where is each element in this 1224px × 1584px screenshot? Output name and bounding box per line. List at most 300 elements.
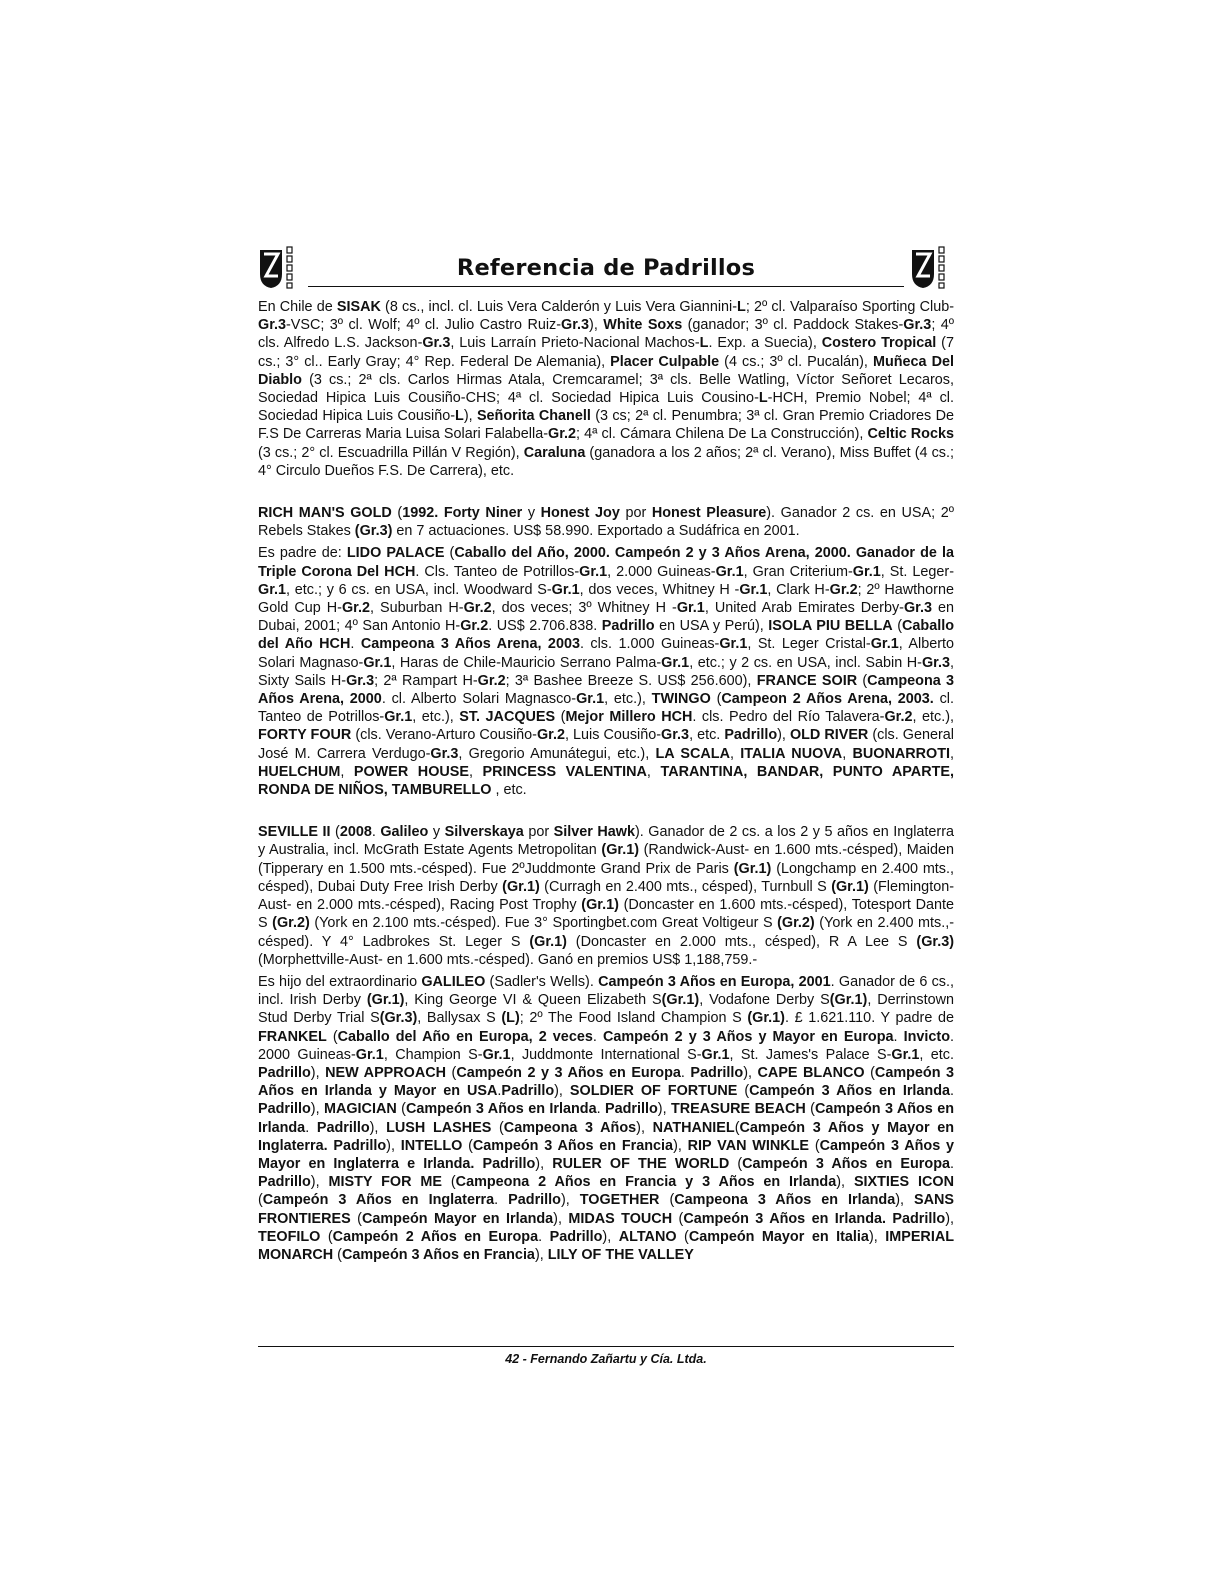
text-run: , etc.), [912,709,954,726]
paragraph [258,823,954,969]
text-run: ( [444,545,455,562]
bold-text-run: Caballo del Año, 2000. Campeón 2 y 3 Años Arena, 2000. Ganador de la Triple Corona Del HCH [258,545,954,580]
bold-text-run: Campeona 3 Años Arena, 2000 [258,672,955,708]
text-run: , Haras de Chile-Mauricio Serrano Palma- [391,654,662,671]
text-run: ), [369,1119,387,1136]
bold-text-run: TWINGO [651,691,711,708]
section-rich-mans-gold [258,504,954,799]
text-run: , etc.), [604,691,652,708]
text-run: ; 2º The Food Island Champion S [519,1010,748,1027]
bold-text-run: Campeón 3 Años en Irlanda [749,1083,951,1100]
bold-text-run: Campeón Mayor en Irlanda [361,1210,554,1227]
bold-text-run: ISOLA PIU BELLA [768,618,893,635]
bold-text-run: Gr.1 [482,1046,511,1063]
text-run: , dos veces; 3º Whitney H - [491,600,677,617]
text-run: , Sixty Sails H- [258,654,954,689]
text-run: ( [555,709,566,726]
bold-text-run: Campeón Mayor en Italia [688,1228,869,1245]
text-run: ; 4ª cl. Cámara Chilena De La Construcción), [576,426,868,443]
text-run: (ganadora a los 2 años; 2ª cl. Verano), Miss Buffet (4 cs.; 4° Circulo Dueños F.S. De Carrera), etc. [258,444,954,479]
text-run: ), [777,727,790,744]
text-run: ), [534,1246,548,1263]
bold-text-run: Gr.3 [921,654,950,671]
bold-text-run: NATHANIEL [652,1119,735,1136]
text-run: ( [491,1119,504,1136]
text-run: ). Ganador de 2 cs. a los 2 y 5 años en Inglaterra y Australia, incl. McGrath Estate Agents Metropolitan [258,824,955,859]
text-run: . cls. Pedro del Río Talavera- [692,709,885,726]
bold-text-run: LILY OF THE VALLEY [547,1246,694,1263]
text-run: ( [809,1137,820,1154]
text-run: ( [396,1101,406,1118]
bold-text-run: Gr.2 [477,672,506,689]
text-run: ( [330,824,340,841]
bold-text-run: Gr.3 [903,317,932,334]
bold-text-run: Gr.2 [548,426,577,443]
bold-text-run: (Gr.3) [354,523,393,540]
text-run: , [842,745,853,762]
bold-text-run: White Soxs [603,317,683,334]
bold-text-run: (Gr.2) [777,915,815,932]
text-run: , etc. [919,1046,954,1063]
text-run: ( [672,1210,684,1227]
text-run: . [538,1228,550,1245]
bold-text-run: Caraluna [523,444,586,461]
bold-text-run: Campeona 2 Años en Francia y 3 Años en Irlanda [455,1174,837,1191]
text-run: (Flemington-Aust- en 2.000 mts.-césped), Racing Post Trophy [258,878,954,914]
bold-text-run: Gr.2 [341,600,370,617]
text-run: ( [391,505,403,522]
bold-text-run: Invicto [903,1028,950,1045]
bold-text-run: Muñeca Del Diablo [258,353,954,388]
bold-text-run: TREASURE BEACH [671,1101,806,1118]
text-run: por [523,824,554,841]
bold-text-run: TEOFILO [258,1228,321,1245]
text-run: ( [857,672,868,689]
bold-text-run: Gr.2 [536,727,565,744]
bold-text-run: Caballo del Año HCH [258,618,955,653]
text-run: , Ballysax S [417,1010,502,1027]
text-run: , Vodafone Derby S [699,992,830,1009]
text-run: , dos veces, Whitney H - [579,581,740,598]
text-run: ; 2º cl. Valparaíso Sporting Club- [745,299,954,315]
text-run: ( [326,1028,338,1045]
bold-text-run: Gr.1 [551,581,580,598]
text-run: ), [386,1137,401,1154]
text-run: , Derrinstown Stud Derby Trial S [258,992,954,1027]
text-run: . [592,1028,603,1045]
text-run: (Doncaster en 2.000 mts., césped), R A Lee S [566,933,917,950]
bold-text-run: Gr.1 [661,654,690,671]
bold-text-run: Campeón 3 Años en Irlanda. Padrillo [683,1210,946,1227]
text-run: . [494,1192,509,1209]
bold-text-run: Costero Tropical [821,335,937,352]
bold-text-run: NEW APPROACH [325,1064,447,1081]
bold-text-run: IMPERIAL MONARCH [258,1228,955,1263]
text-run: ), [836,1174,854,1191]
paragraph [258,298,954,480]
text-run: . [596,1101,606,1118]
bold-text-run: FRANKEL [258,1028,327,1045]
text-run: ), [602,1228,619,1245]
text-run: , Clark H- [767,581,830,598]
text-run: ), [657,1101,671,1118]
bold-text-run: Gr.2 [463,600,492,617]
bold-text-run: MISTY FOR ME [328,1174,442,1191]
text-run: (Sadler's Wells). [485,973,599,990]
bold-text-run: Gr.3 [346,672,375,689]
text-run: , Juddmonte International S- [510,1046,702,1063]
bold-text-run: Padrillo [605,1101,658,1118]
text-run: ), [636,1119,653,1136]
text-run: ; 2ª Rampart H- [374,672,478,689]
text-run: ( [333,1246,342,1263]
bold-text-run: Gr.1 [676,600,705,617]
bold-text-run: Campeón 3 Años y Mayor en Inglaterra. Padrillo [258,1119,955,1154]
bold-text-run: Gr.3 [430,745,459,762]
bold-text-run: Campeona 3 Años [503,1119,637,1136]
text-run: (3 cs.; 2° cl. Escuadrilla Pillán V Región), [258,444,524,461]
text-run: ), [310,1101,324,1118]
bold-text-run: (Gr.3) [916,933,954,950]
bold-text-run: Gr.1 [719,636,748,653]
bold-text-run: Gr.1 [891,1046,920,1063]
bold-text-run: SOLDIER OF FORTUNE [569,1083,738,1100]
text-run: cl. Tanteo de Potrillos- [258,691,954,726]
bold-text-run: MIDAS TOUCH [568,1210,673,1227]
text-run: (cls. General José M. Carrera Verdugo- [258,727,954,762]
bold-text-run: MAGICIAN [323,1101,397,1118]
text-run: ), [945,1210,954,1227]
text-run: por [619,505,652,522]
bold-text-run: Gr.3 [561,317,590,334]
bold-text-run: SEVILLE II [258,824,331,841]
bold-text-run: (Gr.1) [661,992,700,1009]
zanartu-logo-left [258,244,302,290]
text-run: . [371,824,381,841]
text-run: ( [462,1137,473,1154]
bold-text-run: Gr.1 [576,691,605,708]
bold-text-run: RULER OF THE WORLD [552,1155,730,1172]
text-run: . £ 1.621.110. Y padre de [784,1010,954,1027]
text-run: . Ganador de 6 cs., incl. Irish Derby [258,973,954,1009]
page-title: Referencia de Padrillos [308,252,904,287]
bold-text-run: (Gr.3) [379,1010,418,1027]
bold-text-run: ITALIA NUOVA [740,745,843,762]
bold-text-run: PRINCESS VALENTINA [482,763,647,780]
bold-text-run: Gr.1 [355,1046,384,1063]
bold-text-run: Padrillo [258,1101,311,1118]
bold-text-run: Gr.1 [852,563,881,580]
text-run: (Morphettville-Aust- en 1.600 mts.-césped). Ganó en premios US$ 1,188,759.- [258,951,758,968]
section-seville-ii [258,823,954,1264]
bold-text-run: Gr.1 [870,636,899,653]
bold-text-run: Gr.1 [363,654,392,671]
text-run: En Chile de [258,299,337,315]
bold-text-run: SIXTIES ICON [853,1174,954,1191]
text-run: ), [895,1192,915,1209]
bold-text-run: GALILEO [421,973,486,990]
bold-text-run: INTELLO [400,1137,463,1154]
bold-text-run: Gr.1 [579,563,608,580]
bold-text-run: Padrillo [316,1119,370,1136]
bold-text-run: Gr.1 [384,709,413,726]
text-run: ), [310,1174,329,1191]
text-run: ( [350,1210,362,1227]
bold-text-run: Gr.1 [715,563,744,580]
bold-text-run: Padrillo [549,1228,603,1245]
text-run: ( [446,1064,457,1081]
text-run: y [522,505,541,522]
text-run: ( [441,1174,456,1191]
text-run: . [497,1083,502,1100]
bold-text-run: TARANTINA, BANDAR, PUNTO APARTE, RONDA DE NIÑOS, TAMBURELLO [258,763,954,799]
text-run: , etc.), [412,709,460,726]
text-run: , St. Leger Cristal- [747,636,871,653]
text-run: . Exp. a Suecia), [708,335,822,352]
bold-text-run: L [699,335,709,352]
bold-text-run: L [455,408,464,425]
text-run: ( [710,691,722,708]
text-run: ), [310,1064,326,1081]
bold-text-run: Gr.2 [460,618,489,635]
bold-text-run: FRANCE SOIR [756,672,858,689]
text-run: (8 cs., incl. cl. Luis Vera Calderón y Luis Vera Giannini- [380,299,738,315]
bold-text-run: Campeón 3 Años en Francia [341,1246,535,1263]
bold-text-run: Gr.1 [258,581,287,598]
bold-text-run: (Gr.1) [502,878,540,895]
text-run: ), [743,1064,758,1081]
text-run: , Luis Cousiño- [564,727,662,744]
text-run: , Suburban H- [370,600,464,617]
bold-text-run: Campeona 3 Años Arena, 2003 [360,636,580,653]
text-run: ), [560,1192,580,1209]
text-run: (3 cs.; 2ª cls. Carlos Hirmas Atala, Cremcaramel; 3ª cls. Belle Watling, Víctor Señoret Lecaros, Sociedad Hipica Luis Cousiño-CHS; 4ª cl. Sociedad Hipica Luis Cousino- [258,371,954,407]
bold-text-run: HUELCHUM [258,763,341,780]
bold-text-run: Padrillo [508,1192,561,1209]
text-run: , Champion S- [383,1046,483,1063]
bold-text-run: Gr.1 [739,581,768,598]
bold-text-run: Campeón 2 y 3 Años en Europa [456,1064,681,1081]
bold-text-run: Honest Pleasure [651,505,767,522]
bold-text-run: BUONARROTI [852,745,951,762]
text-run: , St. Leger- [880,563,954,580]
text-run: ). Ganador 2 cs. en USA; 2º Rebels Stakes [258,505,954,540]
text-run: ( [864,1064,875,1081]
bold-text-run: (Gr.1) [581,897,619,914]
text-run: , [468,763,483,780]
bold-text-run: Señorita Chanell [476,408,591,425]
bold-text-run: Placer Culpable [610,353,720,370]
zanartu-logo-right [910,244,954,290]
bold-text-run: Gr.3 [661,727,690,744]
bold-text-run: Honest Joy [540,505,620,522]
text-run: ), [554,1083,570,1100]
text-run: , Gran Criterium- [743,563,853,580]
bold-text-run: RIP VAN WINKLE [687,1137,810,1154]
bold-text-run: LA SCALA [655,745,730,762]
bold-text-run: Campeón 3 Años en Irlanda [405,1101,597,1118]
text-run: (Curragh en 2.400 mts., césped), Turnbull S [539,878,832,895]
bold-text-run: (Gr.1) [733,860,772,877]
bold-text-run: Padrillo [601,618,655,635]
text-run: ( [805,1101,815,1118]
paragraph [258,544,954,799]
text-run: (7 cs.; 3° cl.. Early Gray; 4° Rep. Federal De Alemania), [258,335,954,370]
bold-text-run: Galileo [380,824,429,841]
text-run: ), [589,317,604,334]
bold-text-run: Padrillo [501,1083,555,1100]
bold-text-run: Gr.3 [258,317,287,334]
text-run: Es padre de: [258,545,347,562]
bold-text-run: LIDO PALACE [346,545,445,562]
text-run: . cl. Alberto Solari Magnasco- [381,691,577,708]
bold-text-run: Campeón 3 Años en Irlanda y Mayor en USA [258,1064,955,1100]
bold-text-run: (Gr.2) [272,915,310,932]
bold-text-run: (Gr.1) [601,842,640,859]
bold-text-run: (Gr.1) [366,992,405,1009]
bold-text-run: ST. JACQUES [459,709,556,726]
bold-text-run: FORTY FOUR [258,727,352,744]
text-run: . 2000 Guineas- [258,1028,954,1063]
text-run: , Gregorio Amunátegui, etc.), [458,745,656,762]
bold-text-run: Padrillo [258,1064,311,1081]
bold-text-run: 2008 [339,824,372,841]
text-run: (Randwick-Aust- en 1.600 mts.-césped), Maiden (Tipperary en 1.500 mts.-césped). Fue 2ºJuddmonte Grand Prix de Paris [258,842,954,877]
text-run: , [646,763,661,780]
text-run: ; 4º cls. Alfredo L.S. Jackson- [258,317,954,352]
text-run: ( [676,1228,689,1245]
bold-text-run: Campeón 2 Años en Europa [332,1228,539,1245]
bold-text-run: Campeón 2 y 3 Años y Mayor en Europa [602,1028,894,1045]
section-sisak [258,298,954,480]
text-run: ), [535,1155,553,1172]
text-run: , United Arab Emirates Derby- [704,600,904,617]
text-run: , etc. [689,727,725,744]
text-run: . Cls. Tanteo de Potrillos- [415,563,580,580]
paragraph [258,504,954,540]
bold-text-run: Gr.3 [903,600,932,617]
bold-text-run: TOGETHER [579,1192,660,1209]
text-run: , etc. [491,782,527,799]
text-run: , [950,745,955,762]
bold-text-run: Gr.2 [884,709,913,726]
bold-text-run: (Gr.1) [747,1010,785,1027]
text-run: en USA y Perú), [654,618,769,635]
text-run: en 7 actuaciones. US$ 58.990. Exportado a Sudáfrica en 2001. [392,523,800,540]
text-run: (York en 2.100 mts.-césped). Fue 3° Sportingbet.com Great Voltigeur S [309,915,778,932]
bold-text-run: ALTANO [618,1228,677,1245]
bold-text-run: 1992. Forty Niner [402,505,523,522]
bold-text-run: Campeón 3 Años en Europa [742,1155,950,1172]
bold-text-run: Padrillo [724,727,778,744]
text-run: , etc.; y 6 cs. en USA, incl. Woodward S- [286,581,552,598]
text-run: ( [659,1192,675,1209]
text-run: , Alberto Solari Magnaso- [258,636,954,671]
bold-text-run: Celtic Rocks [867,426,954,443]
text-run: ), [553,1210,569,1227]
text-run: , etc.; y 2 cs. en USA, incl. Sabin H- [689,654,922,671]
page-header [258,238,954,292]
text-run: ; 3ª Bashee Breeze S. US$ 256.600), [505,672,757,689]
text-run: (ganador; 3º cl. Paddock Stakes- [682,317,904,334]
text-run: Es hijo del extraordinario [258,973,422,990]
bold-text-run: Campeón 3 Años en Irlanda [258,1101,955,1136]
text-run: ), [463,408,477,425]
text-run: (4 cs.; 3º cl. Pucalán), [719,353,873,370]
text-run: . [893,1028,904,1045]
text-run: ( [729,1155,743,1172]
bold-text-run: POWER HOUSE [353,763,469,780]
bold-text-run: Gr.2 [829,581,858,598]
text-run: -VSC; 3º cl. Wolf; 4º cl. Julio Castro Ruiz- [286,317,562,334]
text-run: . [950,1155,954,1172]
bold-text-run: Mejor Millero HCH [565,709,693,726]
text-run: ), [673,1137,688,1154]
text-run: . US$ 2.706.838. [488,618,602,635]
bold-text-run: Campeona 3 Años en Irlanda [674,1192,896,1209]
bold-text-run: Campeón 3 Años en Inglaterra [262,1192,495,1209]
bold-text-run: L [758,390,768,407]
text-run: ), [868,1228,886,1245]
text-run: , King George VI & Queen Elizabeth S [404,992,662,1009]
text-run: y [428,824,445,841]
bold-text-run: (L) [501,1010,520,1027]
bold-text-run: SANS FRONTIERES [258,1192,955,1227]
text-run: . [680,1064,691,1081]
text-run: ; 2º Hawthorne Gold Cup H- [258,581,954,617]
text-run: -HCH, Premio Nobel; 4ª cl. Sociedad Hipica Luis Cousiño- [258,390,954,425]
text-run: . [350,636,361,653]
text-run: , [340,763,354,780]
text-run: (York en 2.400 mts.,-césped). Y 4° Ladbrokes St. Leger S [258,915,954,950]
text-run: , [729,745,741,762]
bold-text-run: Gr.1 [701,1046,730,1063]
bold-text-run: (Gr.1) [831,878,869,895]
bold-text-run: RICH MAN'S GOLD [258,505,392,522]
bold-text-run: Padrillo [258,1174,311,1191]
page [258,238,954,1264]
text-run: en Dubai, 2001; 4º San Antonio H- [258,600,954,635]
text-run: . cls. 1.000 Guineas- [579,636,720,653]
bold-text-run: Campeón 3 Años en Europa, 2001 [598,973,831,990]
bold-text-run: Gr.3 [422,335,451,352]
bold-text-run: Campeón 3 Años en Francia [472,1137,674,1154]
text-run: , St. James's Palace S- [729,1046,892,1063]
bold-text-run: (Gr.1) [829,992,868,1009]
bold-text-run: Campeón 3 Años y Mayor en Inglaterra e Irlanda. Padrillo [258,1137,955,1172]
text-run: ( [734,1119,740,1136]
bold-text-run: (Gr.1) [529,933,567,950]
bold-text-run: CAPE BLANCO [757,1064,865,1081]
bold-text-run: Padrillo [690,1064,744,1081]
bold-text-run: Campeon 2 Años Arena, 2003. [721,691,934,708]
text-run: (cls. Verano-Arturo Cousiño- [351,727,537,744]
text-run: ( [737,1083,750,1100]
text-run: ( [258,1192,263,1209]
text-run: (Doncaster en 1.600 mts.-césped), Totesport Dante S [258,897,955,932]
bold-text-run: LUSH LASHES [386,1119,492,1136]
text-run: ( [892,618,903,635]
bold-text-run: Silver Hawk [553,824,635,841]
text-run: . [305,1119,317,1136]
bold-text-run: L [737,299,746,315]
bold-text-run: OLD RIVER [789,727,869,744]
text-run: ( [320,1228,333,1245]
bold-text-run: Silverskaya [444,824,524,841]
text-run: , Luis Larraín Prieto-Nacional Machos- [450,335,700,352]
document-body [258,298,954,1264]
text-run: , 2.000 Guineas- [607,563,716,580]
